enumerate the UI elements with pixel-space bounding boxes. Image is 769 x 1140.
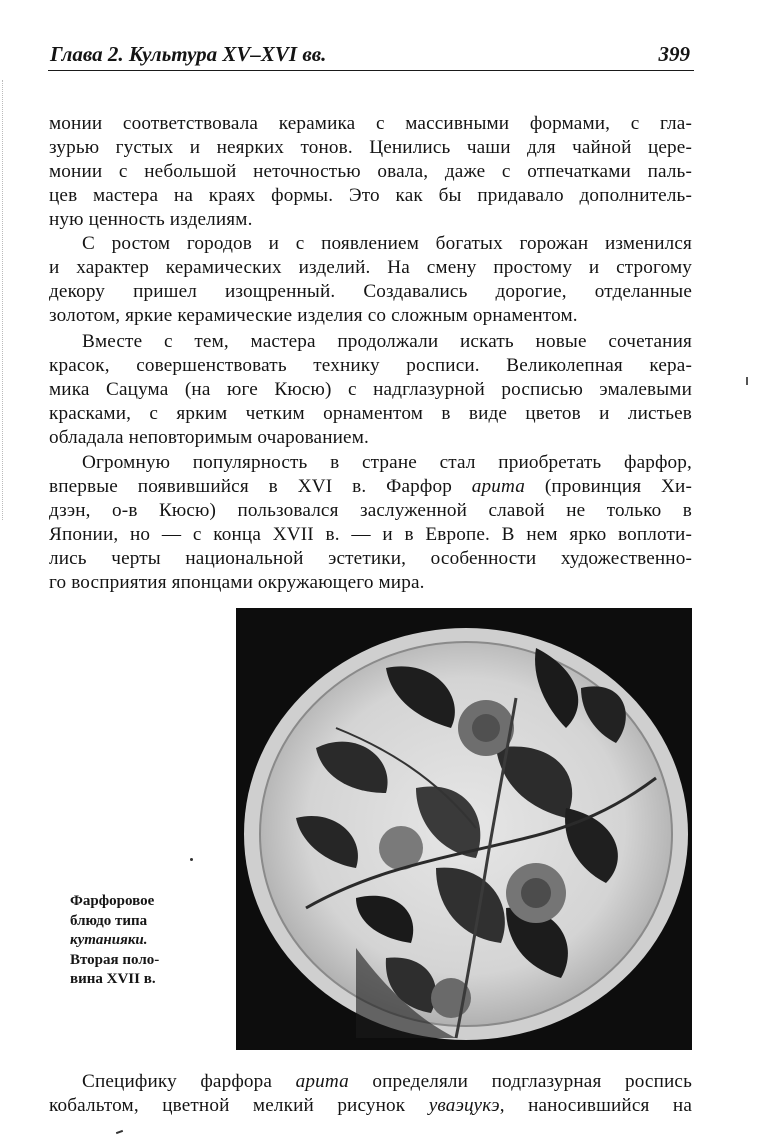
text-line: красками, с ярким четким орнаментом в виде цветов и листьев xyxy=(49,403,692,424)
caption-line: Фарфоровое xyxy=(70,893,155,909)
text-line: го восприятия японцами окружающего мира. xyxy=(49,572,425,593)
page-number: 399 xyxy=(658,42,690,66)
italic-term: арита xyxy=(471,476,526,497)
scan-margin-edge xyxy=(2,80,4,520)
italic-term: уваэцукэ xyxy=(428,1095,500,1116)
plate-illustration xyxy=(236,608,692,1050)
text-line: мика Сацума (на юге Кюсю) с надглазурной росписью эмалевыми xyxy=(49,379,692,400)
chapter-title: Глава 2. Культура XV–XVI вв. xyxy=(50,42,327,66)
text-line: кобальтом, цветной мелкий рисунок уваэцукэ, наносившийся на xyxy=(49,1095,692,1116)
caption-line: Вторая поло- xyxy=(70,951,160,968)
text-line: впервые появившийся в XVI в. Фарфор арита (провинция Хи- xyxy=(49,476,692,497)
italic-term: арита xyxy=(295,1071,349,1092)
text-line: Японии, но — с конца XVII в. — и в Европе. В нем ярко воплоти- xyxy=(49,524,692,545)
text-line: Специфику фарфора арита определяли подглазурная роспись xyxy=(82,1071,692,1092)
porcelain-plate-photo xyxy=(236,608,692,1050)
text-line: Вместе с тем, мастера продолжали искать новые сочетания xyxy=(82,331,692,352)
text-line: монии соответствовала керамика с массивными формами, с гла- xyxy=(49,113,692,134)
text-line: дзэн, о-в Кюсю) пользовался заслуженной славой не только в xyxy=(49,500,692,521)
text-line: ную ценность изделиям. xyxy=(49,209,253,230)
text-line: С ростом городов и с появлением богатых горожан изменился xyxy=(82,233,692,254)
text-line: монии с небольшой неточностью овала, даже с отпечатками паль- xyxy=(49,161,692,182)
text-line: и характер керамических изделий. На смену простому и строгому xyxy=(49,257,692,278)
caption-line: блюдо типа xyxy=(70,912,148,929)
caption-italic-term: кутанияки. xyxy=(70,932,148,948)
scan-mark xyxy=(116,1130,123,1134)
text-line: красок, совершенствовать технику росписи. Великолепная кера- xyxy=(49,355,692,376)
edge-mark xyxy=(746,377,748,385)
caption-line: вина XVII в. xyxy=(70,971,156,987)
text-line: Огромную популярность в стране стал приобретать фарфор, xyxy=(82,452,692,473)
running-header xyxy=(48,40,694,71)
text-line: золотом, яркие керамические изделия со сложным орнаментом. xyxy=(49,305,578,326)
text-line: лись черты национальной эстетики, особенности художественно- xyxy=(49,548,692,569)
figure-caption xyxy=(70,892,220,990)
text-line: декору пришел изощренный. Создавались дорогие, отделанные xyxy=(49,281,692,302)
speck xyxy=(190,858,193,861)
text-line: зурью густых и неярких тонов. Ценились чаши для чайной цере- xyxy=(49,137,692,158)
text-line: цев мастера на краях формы. Это как бы придавало дополнитель- xyxy=(49,185,692,206)
text-line: обладала неповторимым очарованием. xyxy=(49,427,369,448)
